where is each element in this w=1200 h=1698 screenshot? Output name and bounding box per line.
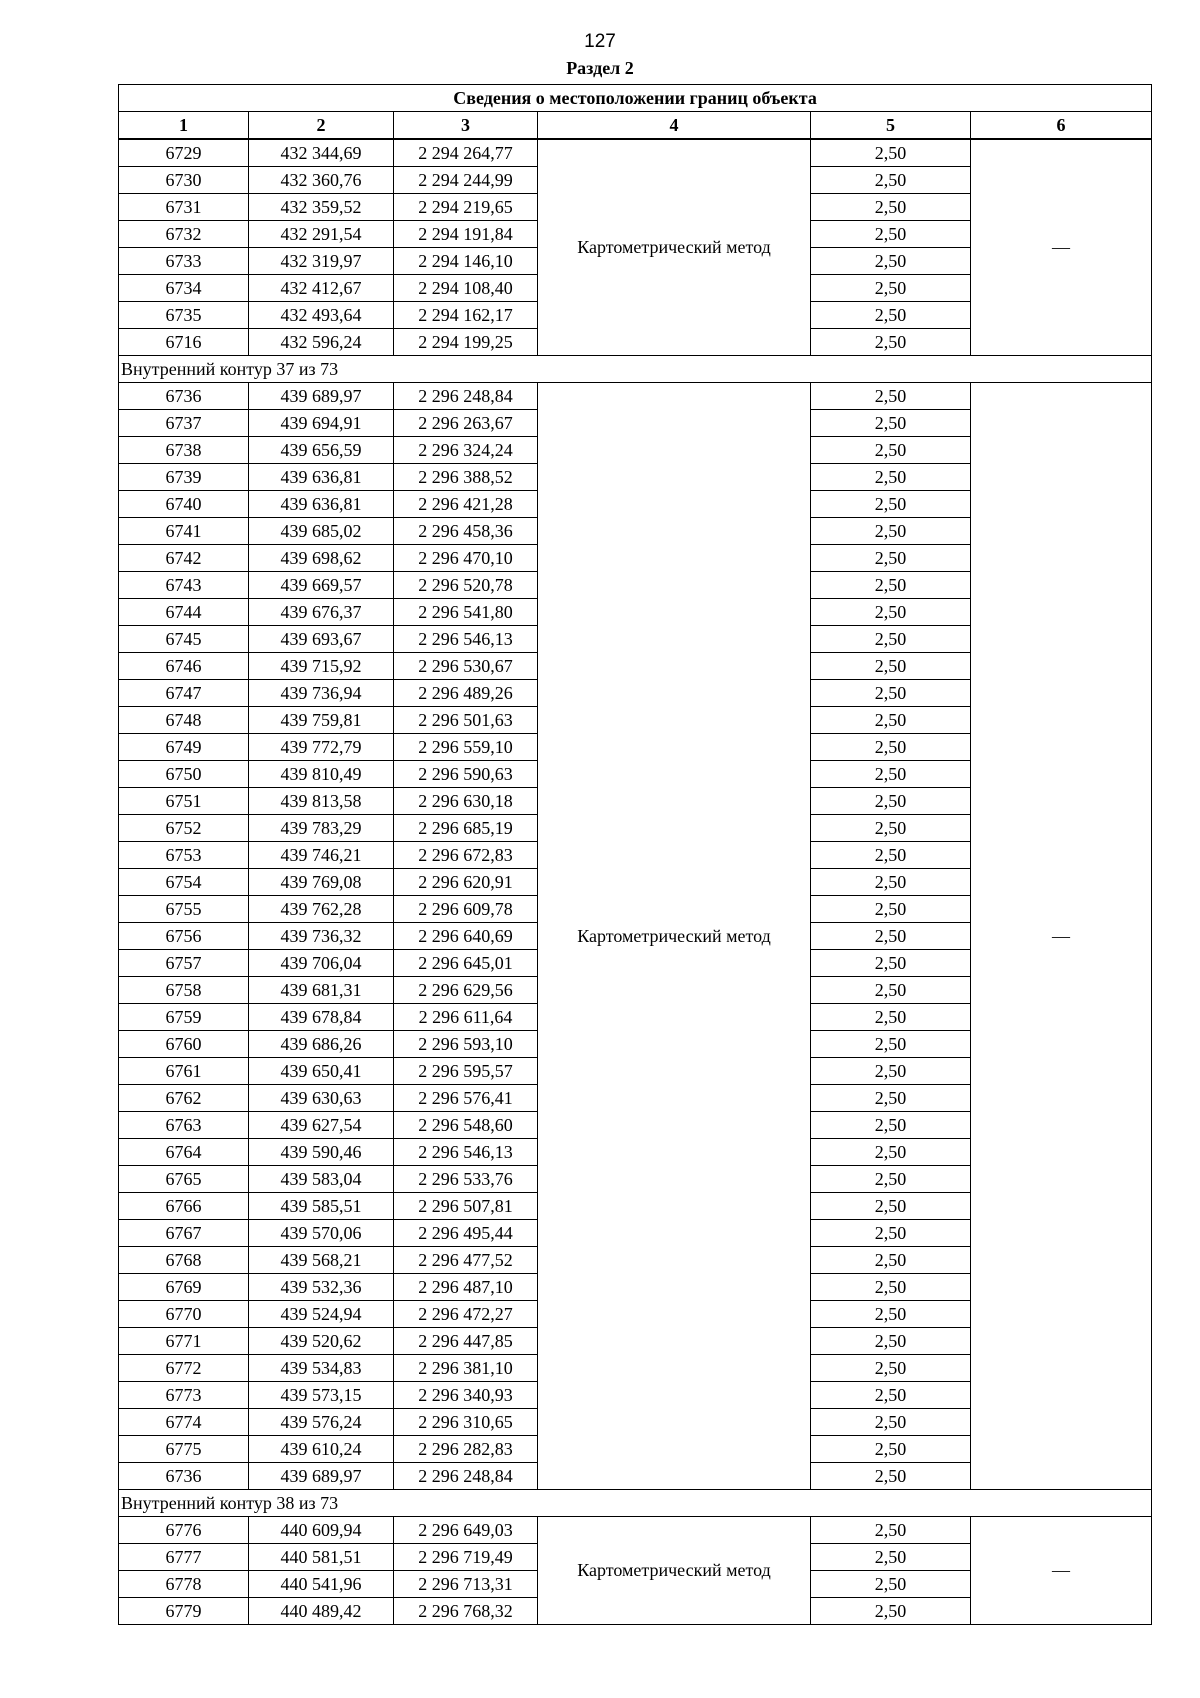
accuracy-cell: 2,50: [811, 302, 971, 329]
point-number-cell: 6779: [119, 1598, 249, 1625]
x-coordinate-cell: 439 534,83: [249, 1355, 394, 1382]
point-number-cell: 6761: [119, 1058, 249, 1085]
x-coordinate-cell: 439 746,21: [249, 842, 394, 869]
y-coordinate-cell: 2 296 768,32: [394, 1598, 538, 1625]
column-header-5: 5: [811, 112, 971, 140]
x-coordinate-cell: 439 689,97: [249, 1463, 394, 1490]
point-number-cell: 6767: [119, 1220, 249, 1247]
column-6-cell: —: [971, 383, 1152, 1490]
y-coordinate-cell: 2 296 520,78: [394, 572, 538, 599]
contour-label: Внутренний контур 38 из 73: [119, 1490, 1152, 1517]
x-coordinate-cell: 439 706,04: [249, 950, 394, 977]
column-6-cell: —: [971, 139, 1152, 356]
x-coordinate-cell: 439 583,04: [249, 1166, 394, 1193]
point-number-cell: 6758: [119, 977, 249, 1004]
point-number-cell: 6742: [119, 545, 249, 572]
y-coordinate-cell: 2 294 108,40: [394, 275, 538, 302]
point-number-cell: 6762: [119, 1085, 249, 1112]
x-coordinate-cell: 432 493,64: [249, 302, 394, 329]
y-coordinate-cell: 2 296 559,10: [394, 734, 538, 761]
accuracy-cell: 2,50: [811, 437, 971, 464]
y-coordinate-cell: 2 296 263,67: [394, 410, 538, 437]
point-number-cell: 6760: [119, 1031, 249, 1058]
column-header-4: 4: [538, 112, 811, 140]
accuracy-cell: 2,50: [811, 1571, 971, 1598]
accuracy-cell: 2,50: [811, 761, 971, 788]
accuracy-cell: 2,50: [811, 1355, 971, 1382]
x-coordinate-cell: 439 686,26: [249, 1031, 394, 1058]
accuracy-cell: 2,50: [811, 1004, 971, 1031]
x-coordinate-cell: 439 689,97: [249, 383, 394, 410]
y-coordinate-cell: 2 296 388,52: [394, 464, 538, 491]
accuracy-cell: 2,50: [811, 572, 971, 599]
accuracy-cell: 2,50: [811, 1517, 971, 1544]
contour-row: [119, 1490, 1152, 1517]
column-header-2: 2: [249, 112, 394, 140]
point-number-cell: 6749: [119, 734, 249, 761]
x-coordinate-cell: 439 676,37: [249, 599, 394, 626]
y-coordinate-cell: 2 296 477,52: [394, 1247, 538, 1274]
y-coordinate-cell: 2 296 649,03: [394, 1517, 538, 1544]
point-number-cell: 6756: [119, 923, 249, 950]
point-number-cell: 6729: [119, 139, 249, 167]
y-coordinate-cell: 2 296 609,78: [394, 896, 538, 923]
x-coordinate-cell: 432 359,52: [249, 194, 394, 221]
point-number-cell: 6773: [119, 1382, 249, 1409]
x-coordinate-cell: 439 693,67: [249, 626, 394, 653]
x-coordinate-cell: 439 524,94: [249, 1301, 394, 1328]
point-number-cell: 6738: [119, 437, 249, 464]
y-coordinate-cell: 2 296 546,13: [394, 626, 538, 653]
point-number-cell: 6740: [119, 491, 249, 518]
accuracy-cell: 2,50: [811, 1463, 971, 1490]
y-coordinate-cell: 2 296 593,10: [394, 1031, 538, 1058]
point-number-cell: 6772: [119, 1355, 249, 1382]
point-number-cell: 6774: [119, 1409, 249, 1436]
x-coordinate-cell: 439 576,24: [249, 1409, 394, 1436]
accuracy-cell: 2,50: [811, 167, 971, 194]
point-number-cell: 6732: [119, 221, 249, 248]
accuracy-cell: 2,50: [811, 329, 971, 356]
accuracy-cell: 2,50: [811, 950, 971, 977]
section-title: Раздел 2: [566, 58, 634, 78]
accuracy-cell: 2,50: [811, 545, 971, 572]
accuracy-cell: 2,50: [811, 1031, 971, 1058]
point-number-cell: 6763: [119, 1112, 249, 1139]
y-coordinate-cell: 2 294 146,10: [394, 248, 538, 275]
accuracy-cell: 2,50: [811, 1247, 971, 1274]
accuracy-cell: 2,50: [811, 1085, 971, 1112]
point-number-cell: 6734: [119, 275, 249, 302]
y-coordinate-cell: 2 296 713,31: [394, 1571, 538, 1598]
accuracy-cell: 2,50: [811, 383, 971, 410]
x-coordinate-cell: 439 532,36: [249, 1274, 394, 1301]
contour-label: Внутренний контур 37 из 73: [119, 356, 1152, 383]
x-coordinate-cell: 432 412,67: [249, 275, 394, 302]
coordinates-table: [118, 84, 1152, 1625]
y-coordinate-cell: 2 296 458,36: [394, 518, 538, 545]
y-coordinate-cell: 2 296 546,13: [394, 1139, 538, 1166]
x-coordinate-cell: 439 813,58: [249, 788, 394, 815]
column-header-6: 6: [971, 112, 1152, 140]
point-number-cell: 6754: [119, 869, 249, 896]
accuracy-cell: 2,50: [811, 139, 971, 167]
x-coordinate-cell: 439 715,92: [249, 653, 394, 680]
point-number-cell: 6764: [119, 1139, 249, 1166]
column-6-cell: —: [971, 1517, 1152, 1625]
accuracy-cell: 2,50: [811, 1220, 971, 1247]
accuracy-cell: 2,50: [811, 518, 971, 545]
y-coordinate-cell: 2 296 248,84: [394, 383, 538, 410]
x-coordinate-cell: 440 489,42: [249, 1598, 394, 1625]
x-coordinate-cell: 432 360,76: [249, 167, 394, 194]
accuracy-cell: 2,50: [811, 896, 971, 923]
accuracy-cell: 2,50: [811, 977, 971, 1004]
y-coordinate-cell: 2 296 645,01: [394, 950, 538, 977]
y-coordinate-cell: 2 296 472,27: [394, 1301, 538, 1328]
point-number-cell: 6736: [119, 1463, 249, 1490]
y-coordinate-cell: 2 296 248,84: [394, 1463, 538, 1490]
point-number-cell: 6743: [119, 572, 249, 599]
y-coordinate-cell: 2 296 672,83: [394, 842, 538, 869]
y-coordinate-cell: 2 296 340,93: [394, 1382, 538, 1409]
x-coordinate-cell: 432 291,54: [249, 221, 394, 248]
x-coordinate-cell: 439 590,46: [249, 1139, 394, 1166]
x-coordinate-cell: 439 656,59: [249, 437, 394, 464]
x-coordinate-cell: 440 541,96: [249, 1571, 394, 1598]
x-coordinate-cell: 439 650,41: [249, 1058, 394, 1085]
y-coordinate-cell: 2 296 310,65: [394, 1409, 538, 1436]
accuracy-cell: 2,50: [811, 1139, 971, 1166]
method-cell: Картометрический метод: [538, 139, 811, 356]
point-number-cell: 6745: [119, 626, 249, 653]
y-coordinate-cell: 2 296 640,69: [394, 923, 538, 950]
x-coordinate-cell: 439 568,21: [249, 1247, 394, 1274]
accuracy-cell: 2,50: [811, 1274, 971, 1301]
accuracy-cell: 2,50: [811, 626, 971, 653]
x-coordinate-cell: 439 685,02: [249, 518, 394, 545]
y-coordinate-cell: 2 296 489,26: [394, 680, 538, 707]
accuracy-cell: 2,50: [811, 491, 971, 518]
accuracy-cell: 2,50: [811, 275, 971, 302]
x-coordinate-cell: 432 319,97: [249, 248, 394, 275]
point-number-cell: 6765: [119, 1166, 249, 1193]
y-coordinate-cell: 2 296 507,81: [394, 1193, 538, 1220]
x-coordinate-cell: 439 698,62: [249, 545, 394, 572]
y-coordinate-cell: 2 294 244,99: [394, 167, 538, 194]
x-coordinate-cell: 439 669,57: [249, 572, 394, 599]
accuracy-cell: 2,50: [811, 815, 971, 842]
accuracy-cell: 2,50: [811, 1112, 971, 1139]
point-number-cell: 6733: [119, 248, 249, 275]
point-number-cell: 6771: [119, 1328, 249, 1355]
y-coordinate-cell: 2 296 533,76: [394, 1166, 538, 1193]
method-cell: Картометрический метод: [538, 1517, 811, 1625]
accuracy-cell: 2,50: [811, 788, 971, 815]
x-coordinate-cell: 439 759,81: [249, 707, 394, 734]
point-number-cell: 6731: [119, 194, 249, 221]
y-coordinate-cell: 2 296 501,63: [394, 707, 538, 734]
x-coordinate-cell: 439 627,54: [249, 1112, 394, 1139]
accuracy-cell: 2,50: [811, 1544, 971, 1571]
accuracy-cell: 2,50: [811, 653, 971, 680]
y-coordinate-cell: 2 296 629,56: [394, 977, 538, 1004]
point-number-cell: 6752: [119, 815, 249, 842]
table-row: [119, 139, 1152, 167]
accuracy-cell: 2,50: [811, 707, 971, 734]
table-row: [119, 1517, 1152, 1544]
y-coordinate-cell: 2 296 487,10: [394, 1274, 538, 1301]
y-coordinate-cell: 2 296 548,60: [394, 1112, 538, 1139]
y-coordinate-cell: 2 294 199,25: [394, 329, 538, 356]
y-coordinate-cell: 2 294 162,17: [394, 302, 538, 329]
x-coordinate-cell: 439 772,79: [249, 734, 394, 761]
x-coordinate-cell: 439 769,08: [249, 869, 394, 896]
x-coordinate-cell: 439 610,24: [249, 1436, 394, 1463]
x-coordinate-cell: 439 681,31: [249, 977, 394, 1004]
accuracy-cell: 2,50: [811, 1193, 971, 1220]
column-header-3: 3: [394, 112, 538, 140]
accuracy-cell: 2,50: [811, 680, 971, 707]
accuracy-cell: 2,50: [811, 1166, 971, 1193]
accuracy-cell: 2,50: [811, 1598, 971, 1625]
x-coordinate-cell: 439 810,49: [249, 761, 394, 788]
point-number-cell: 6757: [119, 950, 249, 977]
y-coordinate-cell: 2 296 620,91: [394, 869, 538, 896]
accuracy-cell: 2,50: [811, 1382, 971, 1409]
accuracy-cell: 2,50: [811, 1409, 971, 1436]
point-number-cell: 6736: [119, 383, 249, 410]
point-number-cell: 6744: [119, 599, 249, 626]
y-coordinate-cell: 2 296 470,10: [394, 545, 538, 572]
y-coordinate-cell: 2 296 590,63: [394, 761, 538, 788]
point-number-cell: 6769: [119, 1274, 249, 1301]
accuracy-cell: 2,50: [811, 194, 971, 221]
accuracy-cell: 2,50: [811, 1436, 971, 1463]
point-number-cell: 6747: [119, 680, 249, 707]
x-coordinate-cell: 440 581,51: [249, 1544, 394, 1571]
y-coordinate-cell: 2 294 219,65: [394, 194, 538, 221]
point-number-cell: 6750: [119, 761, 249, 788]
point-number-cell: 6737: [119, 410, 249, 437]
point-number-cell: 6755: [119, 896, 249, 923]
y-coordinate-cell: 2 296 576,41: [394, 1085, 538, 1112]
accuracy-cell: 2,50: [811, 1328, 971, 1355]
accuracy-cell: 2,50: [811, 221, 971, 248]
table-row: [119, 383, 1152, 410]
accuracy-cell: 2,50: [811, 923, 971, 950]
y-coordinate-cell: 2 296 381,10: [394, 1355, 538, 1382]
point-number-cell: 6751: [119, 788, 249, 815]
x-coordinate-cell: 439 678,84: [249, 1004, 394, 1031]
x-coordinate-cell: 439 570,06: [249, 1220, 394, 1247]
table-title: Сведения о местоположении границ объекта: [119, 85, 1152, 112]
x-coordinate-cell: 439 736,94: [249, 680, 394, 707]
point-number-cell: 6730: [119, 167, 249, 194]
accuracy-cell: 2,50: [811, 1058, 971, 1085]
y-coordinate-cell: 2 294 264,77: [394, 139, 538, 167]
point-number-cell: 6748: [119, 707, 249, 734]
method-cell: Картометрический метод: [538, 383, 811, 1490]
x-coordinate-cell: 439 520,62: [249, 1328, 394, 1355]
accuracy-cell: 2,50: [811, 842, 971, 869]
accuracy-cell: 2,50: [811, 599, 971, 626]
accuracy-cell: 2,50: [811, 248, 971, 275]
point-number-cell: 6776: [119, 1517, 249, 1544]
x-coordinate-cell: 439 636,81: [249, 464, 394, 491]
point-number-cell: 6739: [119, 464, 249, 491]
accuracy-cell: 2,50: [811, 410, 971, 437]
y-coordinate-cell: 2 294 191,84: [394, 221, 538, 248]
point-number-cell: 6746: [119, 653, 249, 680]
point-number-cell: 6759: [119, 1004, 249, 1031]
y-coordinate-cell: 2 296 719,49: [394, 1544, 538, 1571]
x-coordinate-cell: 439 636,81: [249, 491, 394, 518]
column-header-1: 1: [119, 112, 249, 140]
accuracy-cell: 2,50: [811, 734, 971, 761]
accuracy-cell: 2,50: [811, 464, 971, 491]
x-coordinate-cell: 440 609,94: [249, 1517, 394, 1544]
point-number-cell: 6716: [119, 329, 249, 356]
x-coordinate-cell: 439 694,91: [249, 410, 394, 437]
x-coordinate-cell: 439 762,28: [249, 896, 394, 923]
point-number-cell: 6768: [119, 1247, 249, 1274]
point-number-cell: 6753: [119, 842, 249, 869]
x-coordinate-cell: 439 630,63: [249, 1085, 394, 1112]
y-coordinate-cell: 2 296 324,24: [394, 437, 538, 464]
point-number-cell: 6770: [119, 1301, 249, 1328]
page-number: 127: [584, 31, 616, 52]
x-coordinate-cell: 439 573,15: [249, 1382, 394, 1409]
contour-row: [119, 356, 1152, 383]
x-coordinate-cell: 439 585,51: [249, 1193, 394, 1220]
y-coordinate-cell: 2 296 421,28: [394, 491, 538, 518]
x-coordinate-cell: 439 736,32: [249, 923, 394, 950]
accuracy-cell: 2,50: [811, 869, 971, 896]
x-coordinate-cell: 439 783,29: [249, 815, 394, 842]
point-number-cell: 6741: [119, 518, 249, 545]
point-number-cell: 6735: [119, 302, 249, 329]
point-number-cell: 6778: [119, 1571, 249, 1598]
point-number-cell: 6775: [119, 1436, 249, 1463]
point-number-cell: 6777: [119, 1544, 249, 1571]
y-coordinate-cell: 2 296 595,57: [394, 1058, 538, 1085]
point-number-cell: 6766: [119, 1193, 249, 1220]
y-coordinate-cell: 2 296 685,19: [394, 815, 538, 842]
y-coordinate-cell: 2 296 541,80: [394, 599, 538, 626]
y-coordinate-cell: 2 296 630,18: [394, 788, 538, 815]
x-coordinate-cell: 432 344,69: [249, 139, 394, 167]
x-coordinate-cell: 432 596,24: [249, 329, 394, 356]
y-coordinate-cell: 2 296 611,64: [394, 1004, 538, 1031]
y-coordinate-cell: 2 296 282,83: [394, 1436, 538, 1463]
y-coordinate-cell: 2 296 530,67: [394, 653, 538, 680]
y-coordinate-cell: 2 296 447,85: [394, 1328, 538, 1355]
accuracy-cell: 2,50: [811, 1301, 971, 1328]
y-coordinate-cell: 2 296 495,44: [394, 1220, 538, 1247]
